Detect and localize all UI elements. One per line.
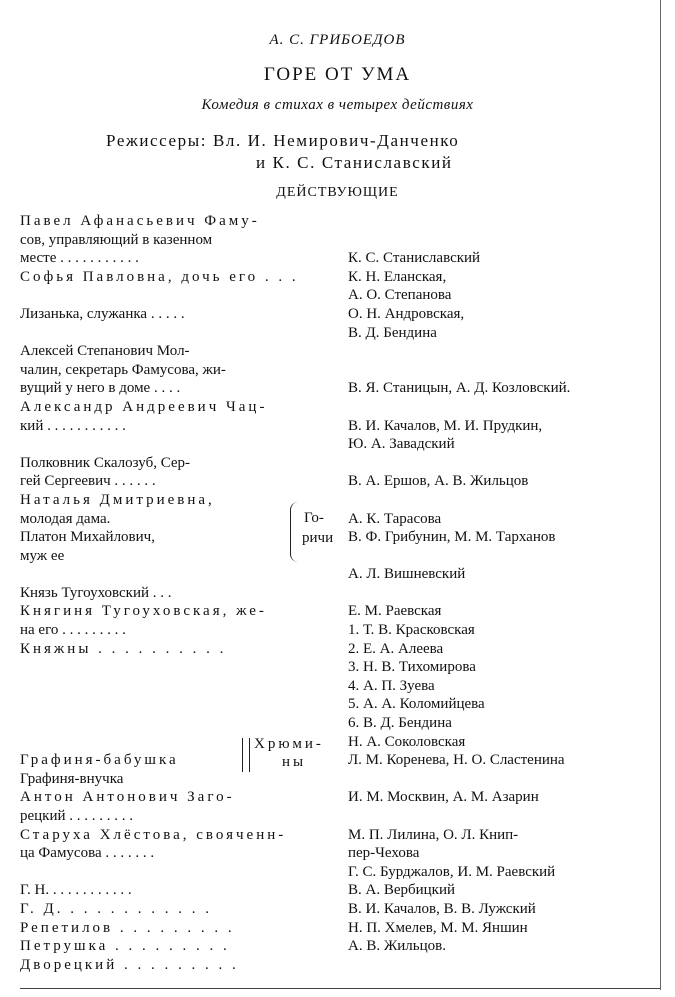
brace-shape [290,502,299,562]
actor-line: 3. Н. В. Тихомирова [348,659,476,676]
role-entry [20,788,345,825]
actor-line: К. С. Станиславский [348,250,481,267]
role-line: Петрушка . . . . . . . . . [20,938,230,955]
role-line: Павел Афанасьевич Фаму- [20,213,260,229]
actor-line: 5. А. А. Коломийцева [348,696,485,713]
actor-line: В. И. Качалов, В. В. Лужский [348,900,536,917]
role-line: Александр Андреевич Чац- [20,398,268,415]
author-line: А. С. ГРИБОЕДОВ [269,32,406,48]
actor-line [348,231,648,250]
cast-heading: ДЕЙСТВУЮЩИЕ [276,185,399,200]
actor-line: А. О. Степанова [348,287,452,304]
actor-line [348,547,648,566]
actor-line: А. К. Тарасова [348,510,442,527]
actor-line: 6. В. Д. Бендина [348,715,452,732]
actor-line: Н. А. Соколовская [348,733,466,750]
role-line: Старуха Хлёстова, свояченн- [20,826,287,843]
actor-line: В. Я. Станицын, А. Д. Козловский. [348,380,571,397]
role-line: Графиня-внучка [20,770,124,787]
actor-line: В. А. Ершов, А. В. Жильцов [348,473,529,490]
role-entry [20,640,345,659]
role-line: Графиня-бабушка [20,752,179,769]
role-line: Г. Д. . . . . . . . . . . . [20,900,212,917]
role-line: Платон Михайлович, [20,529,155,546]
directors-block [106,130,459,174]
role-line [20,695,345,714]
role-entry [20,863,345,900]
actors-column [348,212,648,956]
role-line: Наталья Дмитриевна, [20,491,215,508]
role-line: Лизанька, служанка . . . . . [20,305,185,322]
actor-line [348,807,648,826]
actor-line [348,454,648,473]
play-subtitle: Комедия в стихах в четырех действиях [201,97,474,113]
actor-line [348,342,648,361]
role-line: вущий у него в доме . . . . [20,380,181,397]
role-entry [20,324,345,398]
page-edge-line [660,0,661,990]
role-line [20,565,345,584]
role-line: Репетилов . . . . . . . . . [20,919,235,936]
role-line [20,286,345,305]
role-line: чалин, секретарь Фамусова, жи- [20,361,226,378]
role-line: сов, управляющий в казенном [20,231,213,248]
role-line [20,324,345,343]
role-entry [20,956,345,975]
brace-shape-2 [242,738,250,772]
actor-line: пер-Чехова [348,845,420,862]
role-entry [20,212,345,268]
role-line: Софья Павловна, дочь его . . . [20,268,299,285]
gorichi-bottom: ричи [302,530,334,546]
directors-line-2: и К. С. Станиславский [256,153,453,172]
directors-line-1: Режиссеры: Вл. И. Немирович-Данченко [106,131,460,150]
khryumi-top: Хрюми- [254,736,324,752]
role-line [20,658,345,677]
actor-line: А. В. Жильцов. [348,938,446,955]
role-entry [20,398,345,435]
actor-line: К. Н. Еланская, [348,268,447,285]
roles-column [20,212,345,974]
role-line: ца Фамусова . . . . . . . [20,845,155,862]
actor-line: 2. Е. А. Алеева [348,640,444,657]
actor-line: В. Ф. Грибунин, М. М. Тарханов [348,529,556,546]
actor-line: И. М. Москвин, А. М. Азарин [348,789,539,806]
actor-line: Н. П. Хмелев, М. М. Яншин [348,919,528,936]
role-entry [20,286,345,323]
role-line: гей Сергеевич . . . . . . [20,473,156,490]
role-line: на его . . . . . . . . . [20,622,126,639]
role-line: муж ее [20,547,65,564]
actor-line: 1. Т. В. Красковская [348,622,475,639]
actor-line: О. Н. Андровская, [348,305,465,322]
role-entry [20,602,345,639]
gorichi-top: Го- [304,510,324,526]
role-line: месте . . . . . . . . . . . [20,250,139,267]
khryumi-bottom: ны [282,754,307,770]
actor-line: Е. М. Раевская [348,603,442,620]
actor-line [348,770,648,789]
role-line: Полковник Скалозуб, Сер- [20,454,191,471]
role-entry [20,268,345,287]
bottom-rule [20,988,660,989]
role-line: Антон Антонович Заго- [20,789,235,806]
role-entry [20,900,345,919]
role-line [20,714,345,733]
role-line: рецкий . . . . . . . . . [20,808,134,824]
role-entry [20,919,345,938]
role-line: Княгиня Тугоуховская, же- [20,603,267,620]
role-line [20,677,345,696]
role-line: Княжны . . . . . . . . . . [20,640,227,657]
actor-line: Г. С. Бурджалов, И. М. Раевский [348,863,556,880]
actor-line: В. И. Качалов, М. И. Прудкин, [348,417,543,434]
role-line [20,435,345,454]
play-title: ГОРЕ ОТ УМА [263,64,412,85]
actor-line: 4. А. П. Зуева [348,677,435,694]
actor-line: Ю. А. Завадский [348,436,455,453]
actor-line: В. А. Вербицкий [348,882,456,899]
role-line: Дворецкий . . . . . . . . . [20,956,239,973]
actor-line [348,584,648,603]
role-line: кий . . . . . . . . . . . [20,417,126,434]
role-entry [20,565,345,602]
actor-line [348,361,648,380]
role-line: Князь Тугоуховский . . . [20,584,172,601]
role-entry [20,435,345,491]
actor-line [348,491,648,510]
actor-line [348,398,648,417]
role-line [20,863,345,882]
actor-line: М. П. Лилина, О. Л. Книп- [348,826,519,843]
actor-line [348,212,648,231]
role-entry [20,937,345,956]
role-line: Г. Н. . . . . . . . . . . . [20,882,132,899]
role-line: Алексей Степанович Мол- [20,343,190,360]
actor-line: Л. М. Коренева, Н. О. Сластенина [348,752,565,769]
actor-line: А. Л. Вишневский [348,566,466,583]
role-line: молодая дама. [20,510,111,527]
actor-line: В. Д. Бендина [348,324,437,341]
role-entry [20,826,345,863]
